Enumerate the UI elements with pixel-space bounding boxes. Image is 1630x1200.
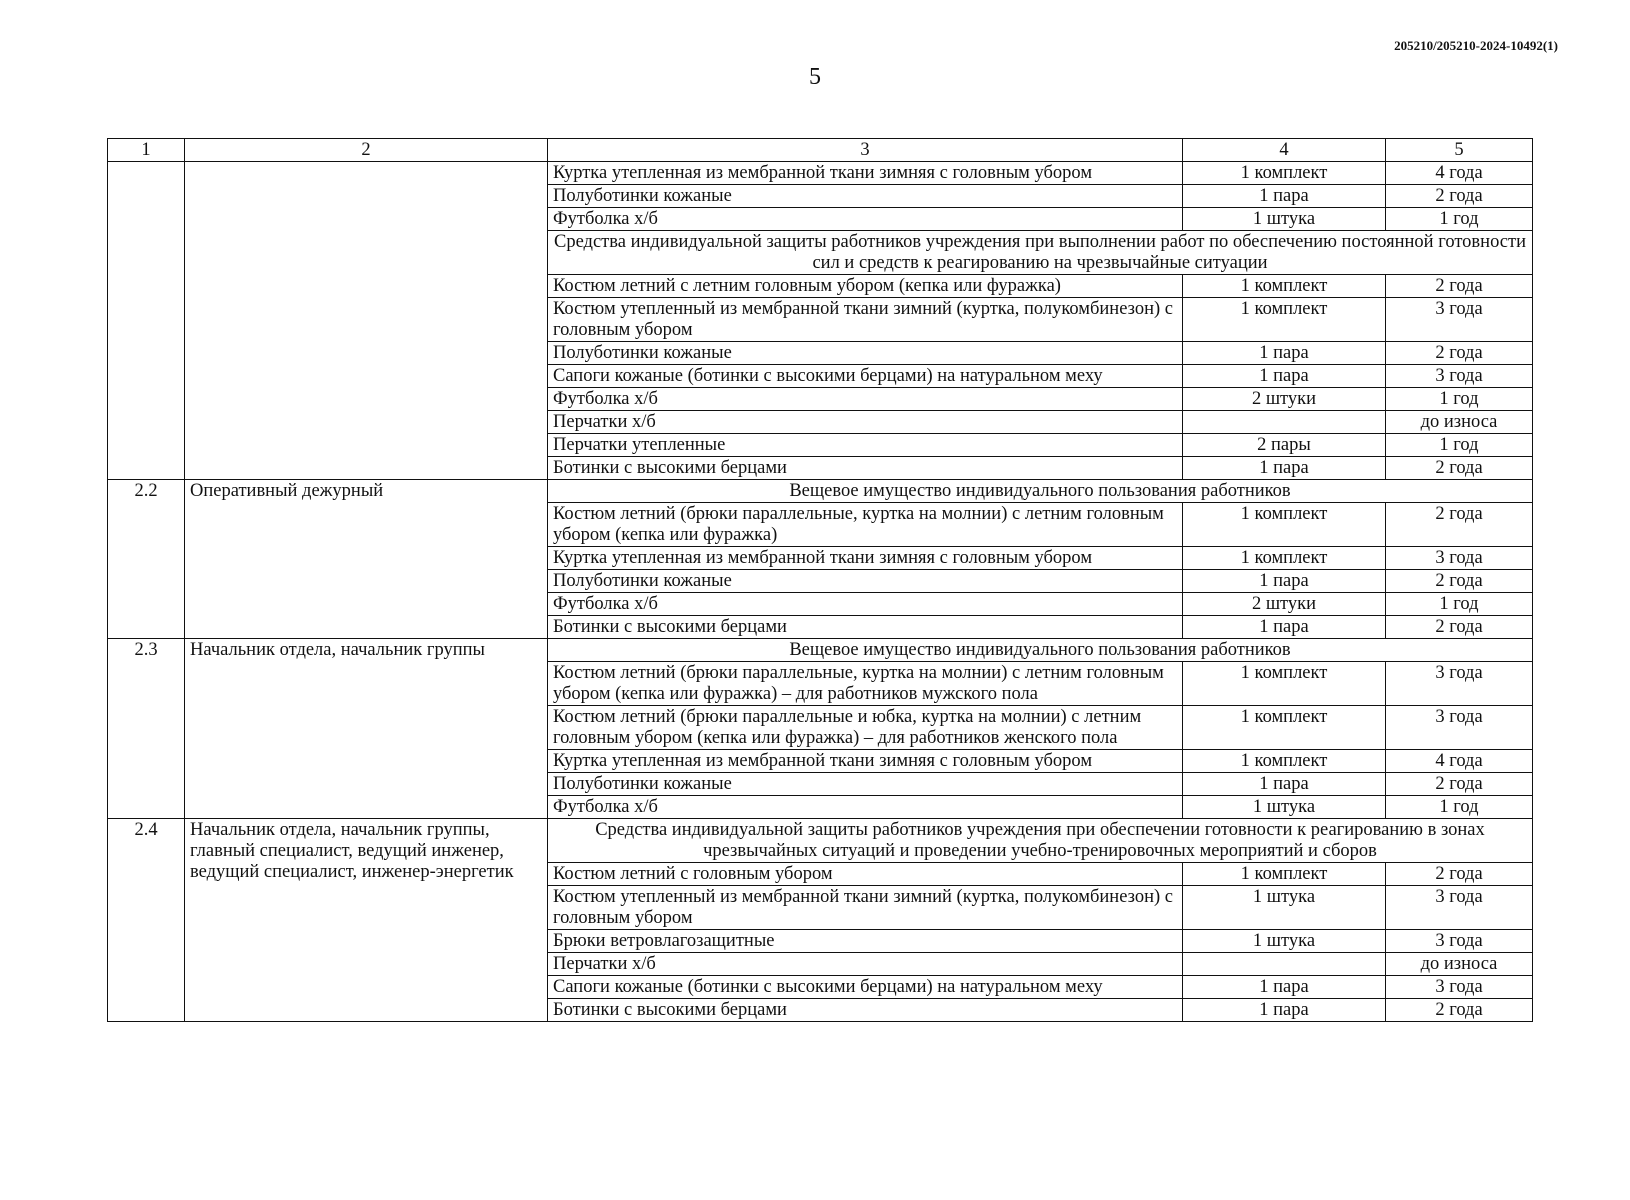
item-quantity: 1 комплект <box>1183 863 1386 886</box>
item-term: 2 года <box>1386 503 1533 547</box>
header-col-2: 2 <box>185 139 548 162</box>
item-quantity: 1 пара <box>1183 999 1386 1022</box>
item-term: 2 года <box>1386 185 1533 208</box>
item-name: Футболка х/б <box>548 388 1183 411</box>
item-quantity: 1 комплект <box>1183 275 1386 298</box>
item-term: 4 года <box>1386 750 1533 773</box>
item-name: Перчатки х/б <box>548 953 1183 976</box>
item-term: 2 года <box>1386 773 1533 796</box>
item-name: Полуботинки кожаные <box>548 570 1183 593</box>
item-term: до износа <box>1386 411 1533 434</box>
group-number: 2.2 <box>108 480 185 639</box>
group-position: Оперативный дежурный <box>185 480 548 639</box>
item-term: 1 год <box>1386 388 1533 411</box>
item-name: Брюки ветровлагозащитные <box>548 930 1183 953</box>
item-name: Костюм утепленный из мембранной ткани зимний (куртка, полукомбинезон) с головным убором <box>548 298 1183 342</box>
item-term: 3 года <box>1386 662 1533 706</box>
item-quantity: 1 пара <box>1183 976 1386 999</box>
item-quantity: 1 пара <box>1183 342 1386 365</box>
item-term: 3 года <box>1386 298 1533 342</box>
item-quantity: 1 комплект <box>1183 706 1386 750</box>
item-name: Ботинки с высокими берцами <box>548 457 1183 480</box>
item-quantity: 1 комплект <box>1183 503 1386 547</box>
header-row <box>108 139 1533 162</box>
group-position <box>185 162 548 480</box>
header-col-4: 4 <box>1183 139 1386 162</box>
item-name: Куртка утепленная из мембранной ткани зимняя с головным убором <box>548 750 1183 773</box>
item-quantity: 1 комплект <box>1183 662 1386 706</box>
item-quantity: 1 пара <box>1183 185 1386 208</box>
item-name: Перчатки утепленные <box>548 434 1183 457</box>
item-quantity: 1 комплект <box>1183 162 1386 185</box>
item-term: до износа <box>1386 953 1533 976</box>
item-term: 3 года <box>1386 886 1533 930</box>
item-name: Сапоги кожаные (ботинки с высокими берцами) на натуральном меху <box>548 976 1183 999</box>
header-col-3: 3 <box>548 139 1183 162</box>
item-name: Полуботинки кожаные <box>548 342 1183 365</box>
item-quantity: 1 штука <box>1183 930 1386 953</box>
item-name: Костюм летний (брюки параллельные и юбка, куртка на молнии) с летним головным убором (кепка или фуражка) – для работников женского пола <box>548 706 1183 750</box>
page-number: 5 <box>809 64 821 90</box>
item-quantity: 1 комплект <box>1183 547 1386 570</box>
header-col-1: 1 <box>108 139 185 162</box>
group-number: 2.4 <box>108 819 185 1022</box>
item-term: 2 года <box>1386 342 1533 365</box>
item-term: 3 года <box>1386 976 1533 999</box>
item-quantity: 1 пара <box>1183 457 1386 480</box>
item-term: 3 года <box>1386 365 1533 388</box>
item-name: Костюм утепленный из мембранной ткани зимний (куртка, полукомбинезон) с головным убором <box>548 886 1183 930</box>
item-quantity: 1 пара <box>1183 616 1386 639</box>
item-term: 1 год <box>1386 208 1533 231</box>
section-heading: Средства индивидуальной защиты работников учреждения при выполнении работ по обеспечению постоянной готовности сил и средств к реагированию на чрезвычайные ситуации <box>548 231 1533 275</box>
item-term: 2 года <box>1386 616 1533 639</box>
section-row <box>108 819 1533 863</box>
item-name: Ботинки с высокими берцами <box>548 616 1183 639</box>
section-heading: Вещевое имущество индивидуального пользования работников <box>548 639 1533 662</box>
item-quantity: 1 комплект <box>1183 750 1386 773</box>
item-name: Костюм летний (брюки параллельные, куртка на молнии) с летним головным убором (кепка или фуражка) <box>548 503 1183 547</box>
item-name: Сапоги кожаные (ботинки с высокими берцами) на натуральном меху <box>548 365 1183 388</box>
group-position: Начальник отдела, начальник группы <box>185 639 548 819</box>
section-row <box>108 480 1533 503</box>
item-term: 2 года <box>1386 999 1533 1022</box>
item-quantity: 2 штуки <box>1183 593 1386 616</box>
group-position: Начальник отдела, начальник группы, главный специалист, ведущий инженер, ведущий специалист, инженер-энергетик <box>185 819 548 1022</box>
item-quantity: 1 пара <box>1183 365 1386 388</box>
item-quantity: 1 пара <box>1183 570 1386 593</box>
item-term: 2 года <box>1386 863 1533 886</box>
group-number <box>108 162 185 480</box>
item-name: Полуботинки кожаные <box>548 773 1183 796</box>
item-name: Перчатки х/б <box>548 411 1183 434</box>
items-table <box>107 138 1533 1022</box>
item-term: 3 года <box>1386 706 1533 750</box>
item-term: 1 год <box>1386 434 1533 457</box>
item-quantity: 1 штука <box>1183 208 1386 231</box>
item-term: 2 года <box>1386 457 1533 480</box>
header-col-5: 5 <box>1386 139 1533 162</box>
item-quantity: 2 пары <box>1183 434 1386 457</box>
item-name: Костюм летний с летним головным убором (кепка или фуражка) <box>548 275 1183 298</box>
item-quantity: 1 штука <box>1183 796 1386 819</box>
item-quantity: 1 пара <box>1183 773 1386 796</box>
section-row <box>108 639 1533 662</box>
document-id: 205210/205210-2024-10492(1) <box>1394 38 1558 53</box>
item-term: 3 года <box>1386 547 1533 570</box>
item-quantity: 1 комплект <box>1183 298 1386 342</box>
group-number: 2.3 <box>108 639 185 819</box>
items-table-body <box>108 139 1533 1022</box>
item-name: Футболка х/б <box>548 796 1183 819</box>
item-quantity <box>1183 411 1386 434</box>
item-name: Куртка утепленная из мембранной ткани зимняя с головным убором <box>548 547 1183 570</box>
item-quantity <box>1183 953 1386 976</box>
item-name: Ботинки с высокими берцами <box>548 999 1183 1022</box>
item-term: 4 года <box>1386 162 1533 185</box>
item-name: Полуботинки кожаные <box>548 185 1183 208</box>
item-name: Костюм летний с головным убором <box>548 863 1183 886</box>
item-name: Куртка утепленная из мембранной ткани зимняя с головным убором <box>548 162 1183 185</box>
item-quantity: 2 штуки <box>1183 388 1386 411</box>
section-heading: Средства индивидуальной защиты работников учреждения при обеспечении готовности к реагированию в зонах чрезвычайных ситуаций и проведении учебно-тренировочных мероприятий и сборов <box>548 819 1533 863</box>
item-term: 3 года <box>1386 930 1533 953</box>
item-name: Костюм летний (брюки параллельные, куртка на молнии) с летним головным убором (кепка или фуражка) – для работников мужского пола <box>548 662 1183 706</box>
item-name: Футболка х/б <box>548 593 1183 616</box>
item-term: 2 года <box>1386 275 1533 298</box>
item-term: 1 год <box>1386 796 1533 819</box>
item-term: 1 год <box>1386 593 1533 616</box>
item-quantity: 1 штука <box>1183 886 1386 930</box>
item-name: Футболка х/б <box>548 208 1183 231</box>
table-row <box>108 162 1533 185</box>
section-heading: Вещевое имущество индивидуального пользования работников <box>548 480 1533 503</box>
item-term: 2 года <box>1386 570 1533 593</box>
